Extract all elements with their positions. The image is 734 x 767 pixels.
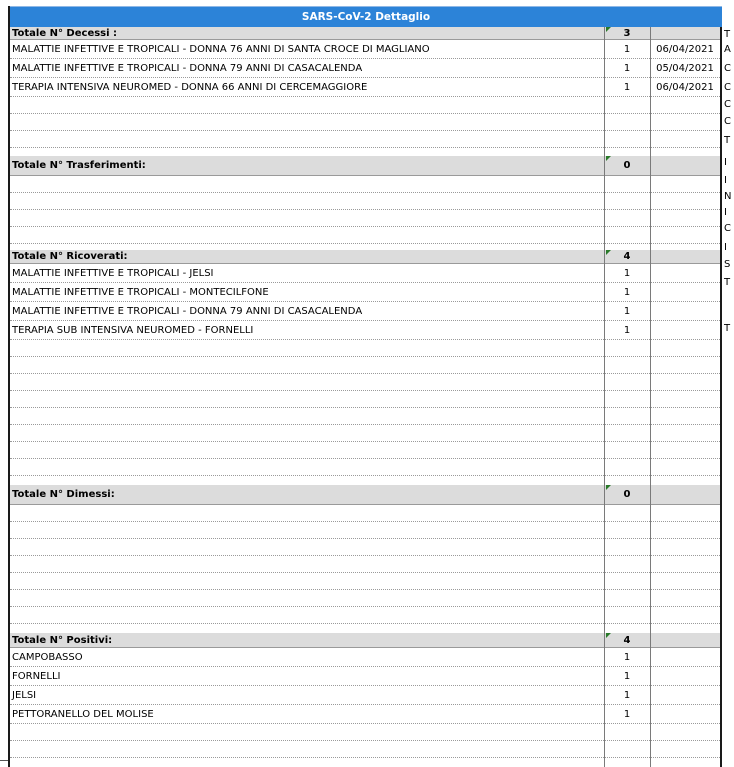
row-count: 1 bbox=[623, 306, 631, 317]
row-count: 1 bbox=[623, 287, 631, 298]
section-total: 4 bbox=[623, 635, 631, 646]
row-desc: JELSI bbox=[12, 690, 37, 701]
section-total: 4 bbox=[623, 251, 631, 262]
clipped-cell: S bbox=[724, 259, 731, 270]
empty-row[interactable] bbox=[10, 340, 722, 357]
empty-row[interactable] bbox=[10, 131, 722, 148]
section-trasferimenti[interactable] bbox=[10, 156, 722, 176]
sheet-edge-mark bbox=[0, 760, 8, 761]
empty-row[interactable] bbox=[10, 176, 722, 193]
clipped-cell: I bbox=[724, 207, 727, 218]
empty-row[interactable] bbox=[10, 590, 722, 607]
empty-row[interactable] bbox=[10, 505, 722, 522]
table-row[interactable] bbox=[10, 667, 722, 686]
empty-row[interactable] bbox=[10, 391, 722, 408]
row-count: 1 bbox=[623, 671, 631, 682]
empty-row[interactable] bbox=[10, 573, 722, 590]
row-desc: MALATTIE INFETTIVE E TROPICALI - DONNA 79 ANNI DI CASACALENDA bbox=[12, 306, 363, 317]
section-label: Totale N° Dimessi: bbox=[12, 489, 115, 500]
table-row[interactable] bbox=[10, 283, 722, 302]
clipped-cell: I bbox=[724, 157, 727, 168]
section-decessi[interactable] bbox=[10, 27, 722, 40]
empty-row[interactable] bbox=[10, 97, 722, 114]
section-label: Totale N° Trasferimenti: bbox=[12, 160, 146, 171]
comment-marker-icon bbox=[606, 633, 611, 638]
row-count: 1 bbox=[623, 652, 631, 663]
empty-row[interactable] bbox=[10, 408, 722, 425]
section-positivi[interactable] bbox=[10, 633, 722, 648]
clipped-cell: T bbox=[724, 29, 731, 40]
table-row[interactable] bbox=[10, 648, 722, 667]
clipped-column bbox=[722, 27, 734, 767]
table-row[interactable] bbox=[10, 321, 722, 340]
clipped-cell: C bbox=[724, 63, 731, 74]
row-count: 1 bbox=[623, 268, 631, 279]
empty-row[interactable] bbox=[10, 459, 722, 476]
empty-row[interactable] bbox=[10, 556, 722, 573]
empty-row[interactable] bbox=[10, 741, 722, 758]
table-row[interactable] bbox=[10, 686, 722, 705]
empty-row[interactable] bbox=[10, 539, 722, 556]
row-count: 1 bbox=[623, 325, 631, 336]
row-desc: MALATTIE INFETTIVE E TROPICALI - MONTECILFONE bbox=[12, 287, 269, 298]
section-total: 3 bbox=[623, 28, 631, 39]
table-row[interactable] bbox=[10, 40, 722, 59]
row-count: 1 bbox=[623, 709, 631, 720]
section-total: 0 bbox=[623, 489, 631, 500]
comment-marker-icon bbox=[606, 156, 611, 161]
comment-marker-icon bbox=[606, 250, 611, 255]
column-divider bbox=[650, 27, 651, 767]
empty-row[interactable] bbox=[10, 210, 722, 227]
clipped-cell: C bbox=[724, 99, 731, 110]
empty-row[interactable] bbox=[10, 114, 722, 131]
row-date: 06/04/2021 bbox=[656, 44, 714, 55]
section-label: Totale N° Positivi: bbox=[12, 635, 113, 646]
row-count: 1 bbox=[623, 82, 631, 93]
section-label: Totale N° Ricoverati: bbox=[12, 251, 128, 262]
row-date: 05/04/2021 bbox=[656, 63, 714, 74]
clipped-cell: C bbox=[724, 82, 731, 93]
empty-row[interactable] bbox=[10, 607, 722, 624]
empty-row[interactable] bbox=[10, 374, 722, 391]
table-row[interactable] bbox=[10, 264, 722, 283]
empty-row[interactable] bbox=[10, 724, 722, 741]
section-label: Totale N° Decessi : bbox=[12, 28, 118, 39]
row-desc: MALATTIE INFETTIVE E TROPICALI - DONNA 76 ANNI DI SANTA CROCE DI MAGLIANO bbox=[12, 44, 430, 55]
row-date: 06/04/2021 bbox=[656, 82, 714, 93]
empty-row[interactable] bbox=[10, 442, 722, 459]
clipped-cell: T bbox=[724, 277, 731, 288]
clipped-cell: I bbox=[724, 175, 727, 186]
row-count: 1 bbox=[623, 690, 631, 701]
clipped-cell: A bbox=[724, 44, 731, 55]
section-total: 0 bbox=[623, 160, 631, 171]
row-desc: MALATTIE INFETTIVE E TROPICALI - DONNA 79 ANNI DI CASACALENDA bbox=[12, 63, 363, 74]
comment-marker-icon bbox=[606, 485, 611, 490]
empty-row[interactable] bbox=[10, 193, 722, 210]
table-row[interactable] bbox=[10, 59, 722, 78]
table-row[interactable] bbox=[10, 705, 722, 724]
row-desc: FORNELLI bbox=[12, 671, 61, 682]
clipped-cell: C bbox=[724, 223, 731, 234]
clipped-cell: N bbox=[724, 191, 732, 202]
column-divider bbox=[604, 27, 605, 767]
section-ricoverati[interactable] bbox=[10, 250, 722, 264]
row-desc: TERAPIA SUB INTENSIVA NEUROMED - FORNELLI bbox=[12, 325, 254, 336]
row-desc: TERAPIA INTENSIVA NEUROMED - DONNA 66 ANNI DI CERCEMAGGIORE bbox=[12, 82, 368, 93]
section-dimessi[interactable] bbox=[10, 485, 722, 505]
empty-row[interactable] bbox=[10, 425, 722, 442]
row-desc: MALATTIE INFETTIVE E TROPICALI - JELSI bbox=[12, 268, 214, 279]
empty-row[interactable] bbox=[10, 357, 722, 374]
spreadsheet bbox=[8, 6, 732, 767]
empty-row[interactable] bbox=[10, 522, 722, 539]
table-row[interactable] bbox=[10, 302, 722, 321]
clipped-cell: C bbox=[724, 116, 731, 127]
table-row[interactable] bbox=[10, 78, 722, 97]
comment-marker-icon bbox=[606, 27, 611, 32]
clipped-cell: T bbox=[724, 323, 731, 334]
clipped-cell: I bbox=[724, 242, 727, 253]
row-desc: CAMPOBASSO bbox=[12, 652, 83, 663]
sheet-title: SARS-CoV-2 Dettaglio bbox=[10, 6, 722, 27]
clipped-cell: T bbox=[724, 135, 731, 146]
empty-row[interactable] bbox=[10, 227, 722, 244]
row-desc: PETTORANELLO DEL MOLISE bbox=[12, 709, 154, 720]
row-count: 1 bbox=[623, 44, 631, 55]
row-count: 1 bbox=[623, 63, 631, 74]
